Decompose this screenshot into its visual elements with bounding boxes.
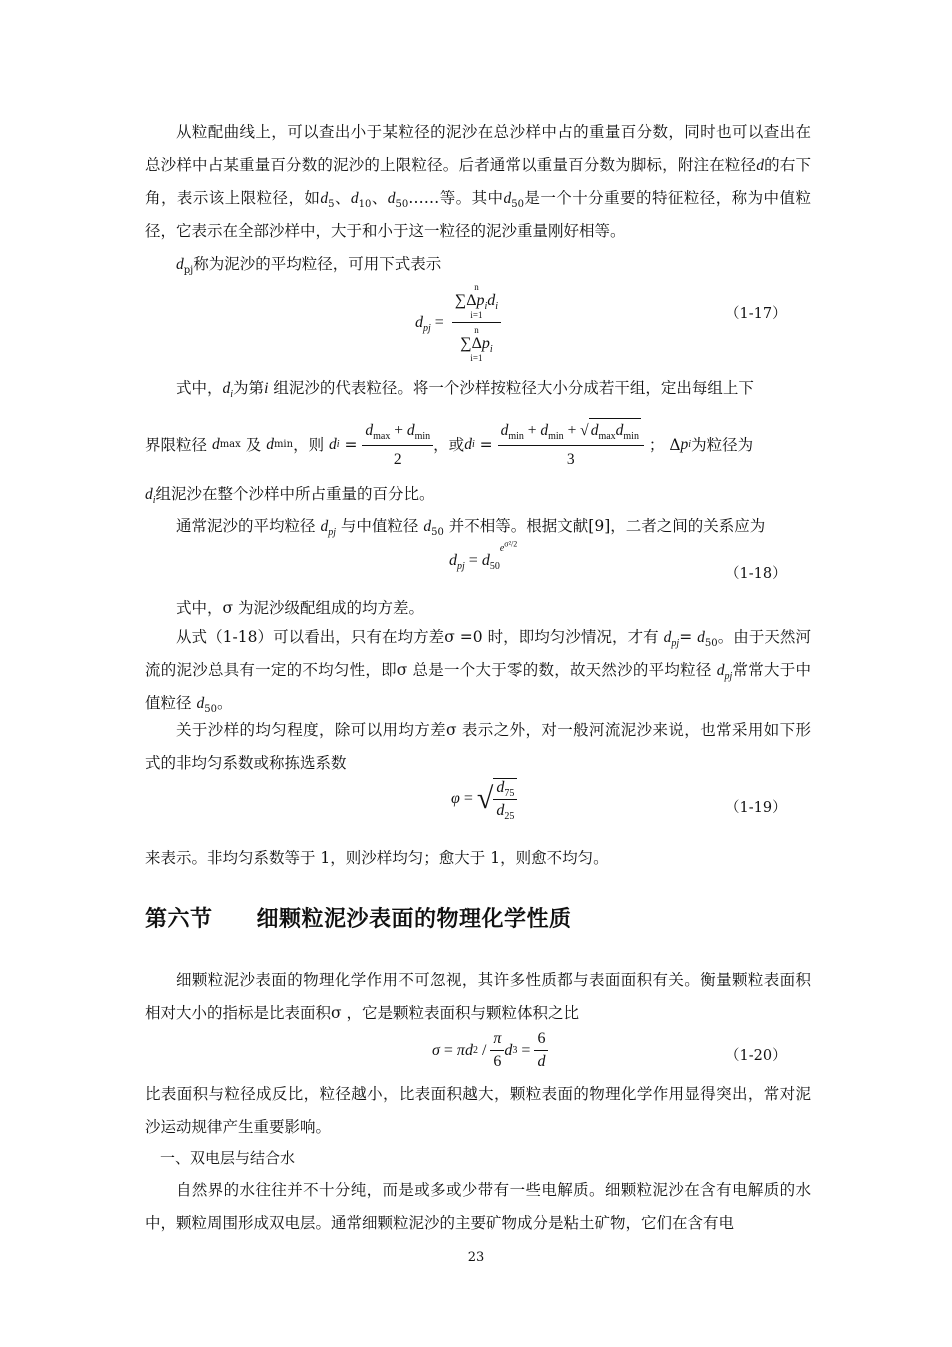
equation-1-17: $d_{pj}$ = n $\sum\Delta p_id_i$ i=1 n $\sum\Delta p_i$ i=1 [415, 282, 501, 363]
equation-1-19: φ = √ $\frac{d_{75}}{d_{25}}$ [451, 778, 517, 820]
page-number: 23 [467, 1250, 485, 1265]
paragraph-sigma: 式中，σ 为泥沙级配组成的均方差。 [176, 599, 425, 617]
paragraph-mean-diameter: $d_{pj}$称为泥沙的平均粒径，可用下式表示 [176, 255, 442, 277]
section-heading: 第六节 细颗粒泥沙表面的物理化学性质 [145, 907, 572, 932]
paragraph-relation: 通常泥沙的平均粒径 $d_{pj}$ 与中值粒径 $d_{50}$ 并不相等。根据文献[9]，二者之间的关系应为 [176, 517, 766, 539]
equation-1-20: σ = πd 2 / $\frac{\pi}{6}$ d 3 = $\frac{6}{d}$ [432, 1030, 548, 1071]
paragraph-percentage: $d_i$组泥沙在整个沙样中所占重量的百分比。 [145, 485, 435, 507]
subsection-heading: 一、双电层与结合水 [160, 1149, 296, 1167]
paragraph-uniform: 从式（1-18）可以看出，只有在均方差σ =0 时，即均匀沙情况，才有 $d_{pj}= d_{50}$。由于天然河流的泥沙总具有一定的不均匀性，即σ 总是一个大于零的数，故天然沙的平均粒径 $d_{pj}$常常大于中值粒径 $d_{50}$。 [145, 628, 811, 716]
paragraph-surface-effect: 比表面积与粒径成反比，粒径越小，比表面积越大，颗粒表面的物理化学作用显得突出，常对泥沙运动规律产生重要影响。 [145, 1085, 811, 1136]
equation-number-1-20: （1-20） [725, 1048, 787, 1064]
paragraph-uniformity: 关于沙样的均匀程度，除可以用均方差σ 表示之外，对一般河流泥沙来说，也常采用如下形式的非均匀系数或称拣选系数 [145, 721, 811, 772]
paragraph-double-layer: 自然界的水往往并不十分纯，而是或多或少带有一些电解质。细颗粒泥沙在含有电解质的水中，颗粒周围形成双电层。通常细颗粒泥沙的主要矿物成分是粘土矿物，它们在含有电 [145, 1181, 811, 1232]
paragraph-grain-curve: 从粒配曲线上，可以查出小于某粒径的泥沙在总沙样中占的重量百分数，同时也可以查出在总沙样中占某重量百分数的泥沙的上限粒径。后者通常以重量百分数为脚标，附注在粒径d的右下角，表示该上限粒径，如$d_5$、$d_{10}$、$d_{50}\dots\dots$等。其中$d_{50}$是一个十分重要的特征粒径，称为中值粒径，它表示在全部沙样中，大于和小于这一粒径的泥沙重量刚好相等。 [145, 123, 811, 240]
paragraph-bounds-formulas: 界限粒径 d max 及 d min ，则 d i = $\frac{d_{max} + d_{min}}{2}$ ，或 d i = $\frac{d_{min} + d_{min} + √ d_{max}d_{min}}{3}$ ； Δ p i 为粒径为 [145, 420, 753, 470]
equation-number-1-17: （1-17） [725, 306, 787, 322]
equation-1-18: $d_{pj} = d_{50}^{e^{\sigma^2/2}}$ [449, 539, 518, 573]
paragraph-where-di: 式中，$d_i$为第i 组泥沙的代表粒径。将一个沙样按粒径大小分成若干组，定出每组上下 [176, 379, 754, 401]
equation-number-1-18: （1-18） [725, 566, 787, 582]
paragraph-specific-surface: 细颗粒泥沙表面的物理化学作用不可忽视，其许多性质都与表面面积有关。衡量颗粒表面积相对大小的指标是比表面积σ ，它是颗粒表面积与颗粒体积之比 [145, 971, 811, 1022]
paragraph-coefficient: 来表示。非均匀系数等于 1，则沙样均匀；愈大于 1，则愈不均匀。 [145, 849, 609, 867]
equation-number-1-19: （1-19） [725, 800, 787, 816]
